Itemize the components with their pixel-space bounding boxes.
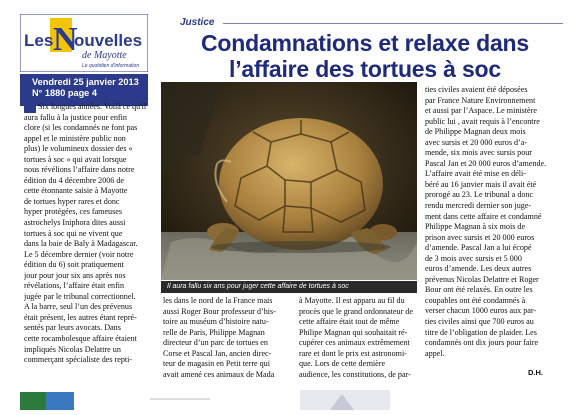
column-3-line: que. Lors de cette dernière <box>299 359 386 369</box>
column-4-line: verser chacun 1000 euros aux par- <box>425 306 537 316</box>
column-3-line: rare et dont le prix est astronomi- <box>299 348 407 358</box>
column-1-line: plus) le volumineux dossier des « <box>24 144 133 154</box>
svg-text:Les: Les <box>24 31 54 50</box>
column-2-line: les dans le nord de la France mais <box>163 296 273 305</box>
column-4-line: et aussi par l’Aspace. Le ministère <box>425 106 537 116</box>
column-4-line: avec sursis et 20 000 euros d’a- <box>425 137 528 147</box>
column-4-line: ties civiles avaient été déposées <box>425 85 528 94</box>
column-2-line: teur de magasin en Petit terre qui <box>163 359 270 369</box>
rubric-label: Justice <box>180 17 215 28</box>
column-1-line: astrochelys Iniphora dites aussi <box>24 218 126 228</box>
column-4-line: ties civiles ainsi que 700 euros au <box>425 317 534 327</box>
article-column-3 <box>299 296 417 380</box>
column-1-line: clore (si les condamnés ne font pas <box>24 123 138 133</box>
logo-graphic <box>20 14 148 72</box>
column-4-line: béré au 16 janvier mais il avait été <box>425 179 537 189</box>
column-4-line: mende, six mois avec sursis pour <box>425 148 533 158</box>
column-4-line: prorogé au 23. Le tribunal a donc <box>425 190 534 200</box>
column-4-line: Bour ont été relaxés. En outre les <box>425 285 533 295</box>
headline <box>150 30 580 82</box>
svg-text:de Mayotte: de Mayotte <box>82 50 127 61</box>
svg-text:ouvelles: ouvelles <box>74 31 143 50</box>
column-3-line: cupérer ces animaux extrêmement <box>299 338 410 348</box>
column-1-line: révélations, l’affaire était enfin <box>24 281 125 291</box>
bottom-ad-strip <box>0 388 588 410</box>
column-4-line: euros d’amende. Les deux autres <box>425 264 532 274</box>
tortoise-image <box>161 82 417 280</box>
column-1-line: tortues à soc » qui avait lorsque <box>24 154 127 164</box>
column-2-line: Corse et Pascal Jan, ancien direc- <box>163 348 272 358</box>
column-1-line: cette étonnante saisie à Mayotte <box>24 186 128 196</box>
column-4-line: L’affaire avait été mise en déli- <box>425 169 526 179</box>
column-2-line: aussi Roger Bour professeur d’his- <box>163 306 276 316</box>
article-column-1 <box>24 102 157 366</box>
column-4-line: Pascal Jan et 20 000 euros d’amende. <box>425 158 547 168</box>
column-1-line: sentés par leurs avocats. Dans <box>24 323 121 333</box>
column-1-line: appel et le ministère public non <box>24 133 126 143</box>
column-1-line: A la barre, seul l’un des prévenus <box>24 302 133 312</box>
issue-number: N° 1880 page 4 <box>32 87 97 98</box>
column-1-line: hyper protégées, ces fameuses <box>24 207 122 217</box>
column-2-line: toire au muséum d’histoire natu- <box>163 317 269 327</box>
column-1-line: de tortues hyper rares et donc <box>24 196 120 206</box>
svg-text:Le quotidien d'information: Le quotidien d'information <box>82 63 140 69</box>
column-4-line: ment dans cette affaire et condamné <box>425 211 542 221</box>
column-1-line: cette rocambolesque affaire étaient <box>24 334 137 344</box>
column-1-line: jour pour jour six ans après nos <box>24 270 126 280</box>
column-4-line: appel. <box>425 348 445 358</box>
column-4-line: public lui , avait requis à l’encontre <box>425 116 540 126</box>
column-3-line: à Mayotte. Il est apparu au fil du <box>299 296 405 305</box>
column-1-line: dans la baie de Baly à Madagascar. <box>24 239 138 249</box>
column-2-line: directeur d’un parc de tortues en <box>163 338 268 348</box>
column-4-line: coupables ont été condamnés à <box>425 295 526 305</box>
photo-caption: Il aura fallu six ans pour juger cette affaire de tortues à soc <box>161 281 417 293</box>
column-4-line: d’amende. Pascal Jan a lui écopé <box>425 243 532 253</box>
column-4-line: prévenus Nicolas Delattre et Roger <box>425 274 539 284</box>
column-3-line: Philipe Magnan qui souhaitait ré- <box>299 327 408 337</box>
column-1-line: tortues à soc qui ne vivent que <box>24 228 123 238</box>
column-2-line: relle de Paris, Philippe Magnan <box>163 327 265 337</box>
column-4-line: titre de l’obligation de plaider. Les <box>425 327 537 337</box>
column-1-line: Le 5 décembre dernier (voir notre <box>24 249 134 259</box>
column-1-line: impliqués Nicolas Delattre un <box>24 344 121 354</box>
newspaper-logo <box>20 14 148 72</box>
column-1-line: Six longues années. Voilà ce qu'il <box>38 102 147 111</box>
column-4-line: de 3 mois avec sursis et 5 000 <box>425 253 522 263</box>
rubric-divider <box>223 23 563 24</box>
logo-n-letter: N <box>53 21 78 58</box>
column-4-line: de Philippe Magnan deux mois <box>425 127 526 137</box>
bottom-ad-graphic <box>0 388 588 410</box>
column-1-line: était présent, les autres étant repré- <box>24 312 137 322</box>
headline-line-1: Condamnations et relaxe dans <box>201 30 529 56</box>
column-1-line: édition du 6) soit pratiquement <box>24 260 124 270</box>
column-1-line: jugée par le tribunal correctionnel. <box>24 291 136 301</box>
column-4-line: par France Nature Environnement <box>425 95 536 105</box>
article-column-4 <box>425 85 561 359</box>
author-signature: D.H. <box>528 368 543 377</box>
column-3-line: audience, les constitutions, de par- <box>299 369 411 379</box>
column-3-line: cette affaire était tout de même <box>299 317 400 327</box>
column-4-line: rendu mercredi dernier son juge- <box>425 201 532 211</box>
column-4-line: condamnés ont dix jours pour faire <box>425 338 539 348</box>
tortoise-photo <box>161 82 417 280</box>
article-column-2 <box>163 296 283 380</box>
column-1-line: commerçant spécialiste des repti- <box>24 355 133 365</box>
column-1-line: nous révélions l’affaire dans notre <box>24 165 135 175</box>
column-4-line: prison avec sursis et 20 000 euros <box>425 232 535 242</box>
column-2-line: avait amené ces animaux de Mada <box>163 369 275 379</box>
issue-date: Vendredi 25 janvier 2013 <box>32 77 139 87</box>
column-4-line: Philippe Magnan à six mois de <box>425 222 526 232</box>
column-1-line: édition du 4 décembre 2006 de <box>24 175 125 185</box>
column-1-line: aura fallu à la justice pour enfin <box>24 112 127 122</box>
headline-line-2: l’affaire des tortues à soc <box>229 56 501 82</box>
column-3-line: procès que le grand ordonnateur de <box>299 306 413 316</box>
